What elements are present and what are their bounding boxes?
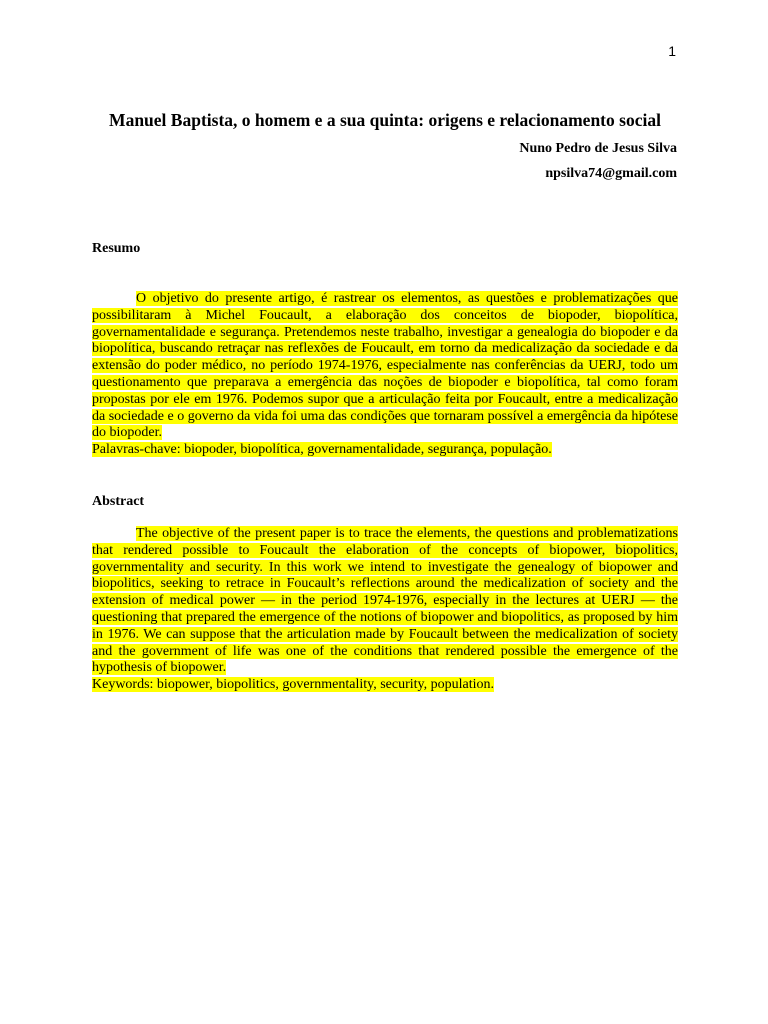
abstract-section — [92, 526, 678, 694]
resumo-heading: Resumo — [92, 241, 141, 256]
page-number: 1 — [668, 43, 676, 59]
resumo-section — [92, 291, 678, 459]
author-name: Nuno Pedro de Jesus Silva — [519, 141, 677, 156]
author-email: npsilva74@gmail.com — [545, 166, 677, 181]
abstract-paragraph — [92, 526, 678, 677]
abstract-keywords-line — [92, 677, 678, 694]
abstract-heading: Abstract — [92, 494, 145, 509]
document-title: Manuel Baptista, o homem e a sua quinta: origens e relacionamento social — [109, 110, 661, 130]
resumo-text: O objetivo do presente artigo, é rastrear os elementos, as questões e problematizações que possibilitaram à Michel Foucault, a elaboração dos conceitos de biopoder, biopolítica, governamentalidade e segurança. Pretendemos neste trabalho, investigar a genealogia do biopoder e da biopolítica, buscando retraçar nas reflexões de Foucault, em torno da medicalização da sociedade e da extensão do poder médico, no período 1974-1976, especialmente nas conferências da UERJ, todo um questionamento que preparava a emergência das noções de biopoder e biopolítica, tal como foram propostas por ele em 1976. Podemos supor que a articulação feita por Foucault, entre a medicalização da sociedade e o governo da vida foi uma das condições que tornaram possível a emergência da hipótese do biopoder. — [92, 291, 678, 441]
abstract-text: The objective of the present paper is to trace the elements, the questions and problematizations that rendered possible to Foucault the elaboration of the concepts of biopower, biopolitics, governmentality and security. In this work we intend to investigate the genealogy of biopower and biopolitics, seeking to retrace in Foucault’s reflections around the medicalization of society and the extension of medical power — in the period 1974-1976, especially in the lectures at UERJ — the questioning that prepared the emergence of the notions of biopower and biopolitics, as proposed by him in 1976. We can suppose that the articulation made by Foucault between the medicalization of society and the government of life was one of the conditions that rendered possible the emergence of the hypothesis of biopower. — [92, 526, 678, 676]
resumo-paragraph — [92, 291, 678, 442]
abstract-keywords: Keywords: biopower, biopolitics, governmentality, security, population. — [92, 677, 494, 693]
resumo-keywords-line — [92, 442, 678, 459]
resumo-keywords: Palavras-chave: biopoder, biopolítica, governamentalidade, segurança, população. — [92, 442, 552, 458]
